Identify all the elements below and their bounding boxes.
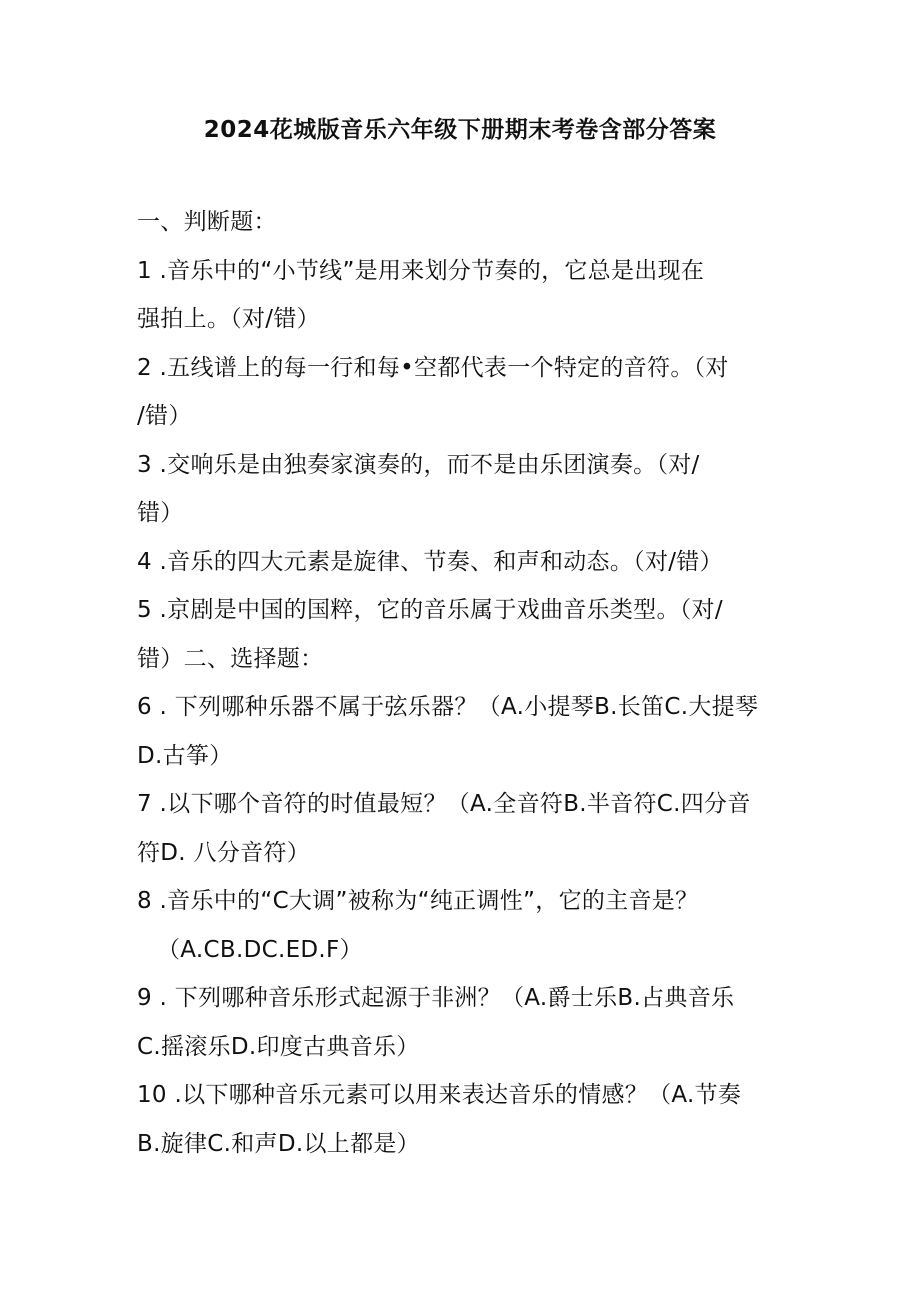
question-8-line-2: （A.CB.DC.ED.F） — [157, 936, 363, 963]
question-3-line-2: 错） — [137, 500, 184, 526]
document-body — [137, 198, 787, 1168]
page-title: 2024花城版音乐六年级下册期末考卷含部分答案 — [203, 117, 717, 143]
question-1-line-1: 1 .音乐中的“小节线”是用来划分节奏的，它总是出现在 — [137, 257, 705, 284]
question-7-line-2: 符D. 八分音符） — [137, 839, 311, 866]
question-1-line-2: 强拍上。（对/错） — [137, 306, 320, 332]
question-6-line-2: D.古筝） — [137, 742, 233, 769]
question-8-line-1: 8 .音乐中的“C大调”被称为“纯正调性”，它的主音是？ — [137, 888, 699, 914]
question-7-line-1: 7 .以下哪个音符的时值最短？（A.全音符B.半音符C.四分音 — [137, 791, 751, 817]
question-5-line-1: 5 .京剧是中国的国粹，它的音乐属于戏曲音乐类型。（对/ — [137, 597, 723, 623]
question-6-line-1: 6 . 下列哪种乐器不属于弦乐器？（A.小提琴B.长笛C.大提琴 — [137, 694, 759, 720]
question-10-line-2: B.旋律C.和声D.以上都是） — [137, 1130, 420, 1157]
question-9-line-2: C.摇滚乐D.印度古典音乐） — [137, 1033, 420, 1060]
section-heading-true-false: 一、判断题： — [137, 209, 277, 235]
question-10-line-1: 10 .以下哪种音乐元素可以用来表达音乐的情感？（A.节奏 — [137, 1082, 742, 1108]
question-4-line-1: 4 .音乐的四大元素是旋律、节奏、和声和动态。（对/错） — [137, 548, 723, 575]
question-2-line-2: /错） — [137, 403, 192, 429]
question-9-line-1: 9 . 下列哪种音乐形式起源于非洲？（A.爵士乐B.占典音乐 — [137, 985, 735, 1011]
question-5-line-2: 错）二、选择题： — [137, 645, 324, 672]
question-2-line-1: 2 .五线谱上的每一行和每•空都代表一个特定的音符。（对 — [137, 354, 729, 381]
question-3-line-1: 3 .交响乐是由独奏家演奏的，而不是由乐团演奏。（对/ — [137, 451, 700, 478]
